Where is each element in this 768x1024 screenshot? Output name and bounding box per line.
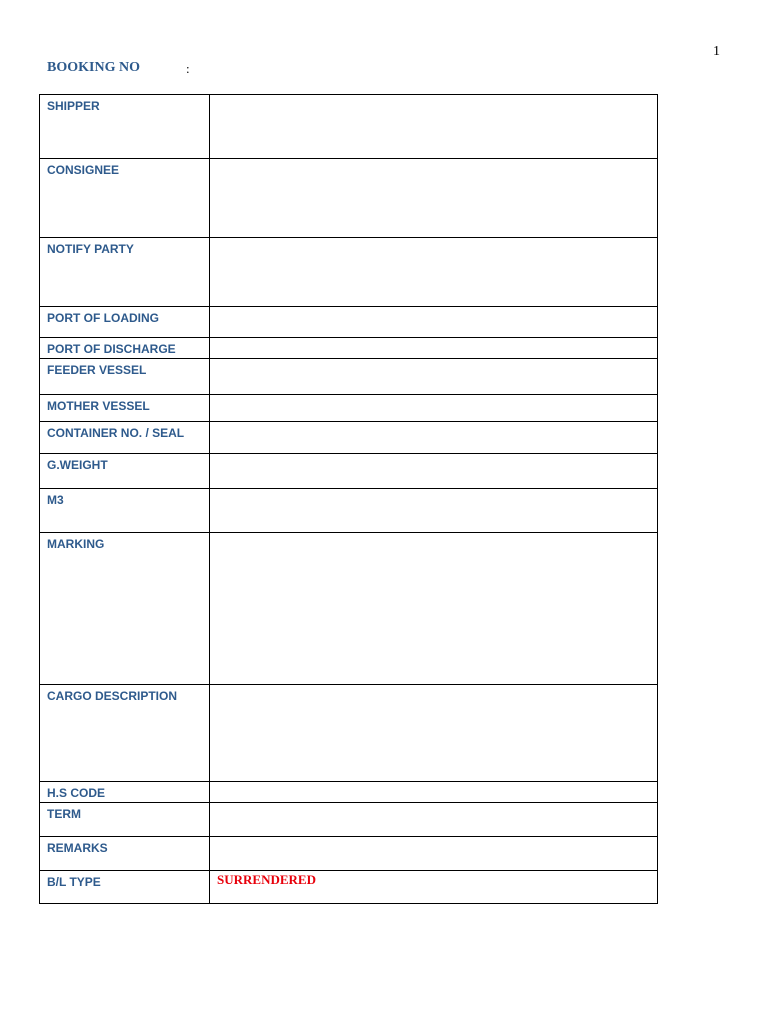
volume-m3-label-cell <box>40 489 210 533</box>
table-row <box>40 454 658 489</box>
term-label-cell <box>40 803 210 837</box>
bl-type-label-cell <box>40 871 210 904</box>
field-label: PORT OF LOADING <box>47 311 159 325</box>
gross-weight-label-cell <box>40 454 210 489</box>
bl-type-value: SURRENDERED <box>217 872 316 887</box>
field-label: G.WEIGHT <box>47 458 108 472</box>
remarks-value-cell[interactable] <box>210 837 658 871</box>
feeder-vessel-label-cell <box>40 359 210 395</box>
table-row <box>40 782 658 803</box>
field-label: MARKING <box>47 537 105 551</box>
port-of-loading-value-cell[interactable] <box>210 307 658 338</box>
marking-value-cell[interactable] <box>210 533 658 685</box>
notify-party-value-cell[interactable] <box>210 238 658 307</box>
booking-number-label: BOOKING NO <box>47 60 140 75</box>
field-label: CONTAINER NO. / SEAL <box>47 426 185 440</box>
table-row <box>40 238 658 307</box>
table-row <box>40 422 658 454</box>
mother-vessel-value-cell[interactable] <box>210 395 658 422</box>
table-row <box>40 837 658 871</box>
remarks-label-cell <box>40 837 210 871</box>
consignee-label-cell <box>40 159 210 238</box>
port-of-discharge-label-cell <box>40 338 210 359</box>
hs-code-label-cell <box>40 782 210 803</box>
field-label: FEEDER VESSEL <box>47 363 147 377</box>
table-row <box>40 395 658 422</box>
table-row <box>40 489 658 533</box>
table-row <box>40 685 658 782</box>
field-label: M3 <box>47 493 64 507</box>
cargo-description-label-cell <box>40 685 210 782</box>
notify-party-label-cell <box>40 238 210 307</box>
consignee-value-cell[interactable] <box>210 159 658 238</box>
term-value-cell[interactable] <box>210 803 658 837</box>
gross-weight-value-cell[interactable] <box>210 454 658 489</box>
feeder-vessel-value-cell[interactable] <box>210 359 658 395</box>
field-label: PORT OF DISCHARGE <box>47 342 176 356</box>
container-seal-value-cell[interactable] <box>210 422 658 454</box>
cargo-description-value-cell[interactable] <box>210 685 658 782</box>
hs-code-value-cell[interactable] <box>210 782 658 803</box>
mother-vessel-label-cell <box>40 395 210 422</box>
table-row <box>40 95 658 159</box>
table-row <box>40 159 658 238</box>
shipper-value-cell[interactable] <box>210 95 658 159</box>
bl-type-value-cell[interactable] <box>210 871 658 904</box>
table-row <box>40 338 658 359</box>
booking-form-table <box>39 94 658 904</box>
field-label: REMARKS <box>47 841 108 855</box>
field-label: CONSIGNEE <box>47 163 120 177</box>
volume-m3-value-cell[interactable] <box>210 489 658 533</box>
field-label: TERM <box>47 807 81 821</box>
shipper-label-cell <box>40 95 210 159</box>
page-number: 1 <box>713 44 720 59</box>
field-label: CARGO DESCRIPTION <box>47 689 178 703</box>
table-row <box>40 871 658 904</box>
field-label: MOTHER VESSEL <box>47 399 150 413</box>
container-seal-label-cell <box>40 422 210 454</box>
field-label: H.S CODE <box>47 786 106 800</box>
port-of-loading-label-cell <box>40 307 210 338</box>
booking-number-separator: : <box>186 61 190 76</box>
table-row <box>40 359 658 395</box>
marking-label-cell <box>40 533 210 685</box>
field-label: SHIPPER <box>47 99 100 113</box>
table-row <box>40 803 658 837</box>
table-row <box>40 533 658 685</box>
field-label: B/L TYPE <box>47 875 101 889</box>
port-of-discharge-value-cell[interactable] <box>210 338 658 359</box>
field-label: NOTIFY PARTY <box>47 242 134 256</box>
table-row <box>40 307 658 338</box>
